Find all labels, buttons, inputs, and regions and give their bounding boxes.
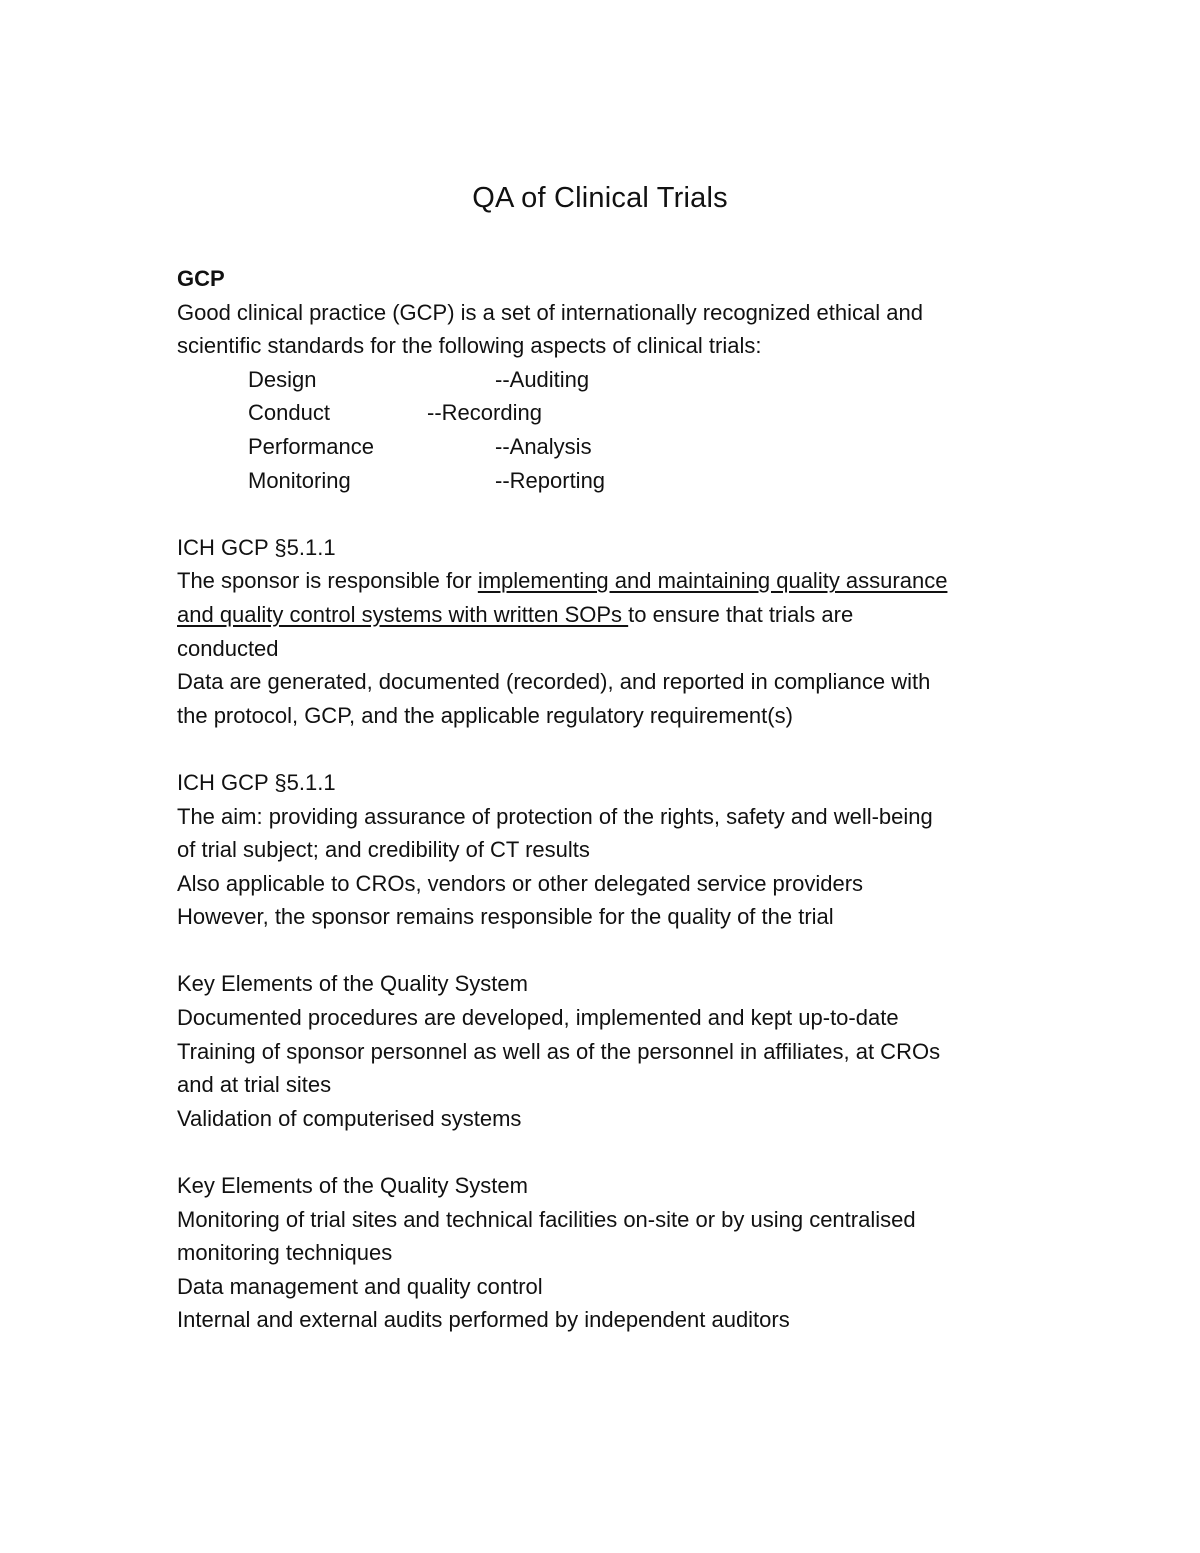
section-line: Data are generated, documented (recorded), and reported in compliance with [177, 669, 931, 695]
aspect-row [177, 430, 1077, 464]
section-line: Validation of computerised systems [177, 1105, 522, 1131]
section-line: the protocol, GCP, and the applicable regulatory requirement(s) [177, 702, 793, 728]
aspect-right: --Analysis [495, 433, 592, 459]
section-spacer [177, 1135, 1077, 1169]
aspect-right: --Reporting [495, 467, 606, 493]
section-line [177, 564, 1077, 598]
aspect-row [177, 396, 1077, 430]
section-line: Documented procedures are developed, implemented and kept up-to-date [177, 1005, 899, 1031]
document-title: QA of Clinical Trials [472, 182, 728, 214]
aspect-row [177, 363, 1077, 397]
section-line: However, the sponsor remains responsible for the quality of the trial [177, 904, 834, 930]
section-line: The aim: providing assurance of protection of the rights, safety and well-being [177, 803, 933, 829]
section-spacer [177, 732, 1077, 766]
section-line: of trial subject; and credibility of CT results [177, 837, 590, 863]
underlined-text: and quality control systems with written SOPs [177, 601, 629, 627]
gcp-paragraph-line: Good clinical practice (GCP) is a set of internationally recognized ethical and [177, 299, 923, 325]
section-heading: ICH GCP §5.1.1 [177, 534, 336, 560]
aspect-left: Monitoring [248, 467, 351, 493]
section-line: Data management and quality control [177, 1273, 543, 1299]
section-spacer [177, 934, 1077, 968]
section-line: Internal and external audits performed by independent auditors [177, 1307, 790, 1333]
section-heading: Key Elements of the Quality System [177, 1173, 528, 1199]
section-text: to ensure that trials are [628, 601, 854, 627]
aspect-left: Conduct [248, 400, 330, 426]
section-line [177, 598, 1077, 632]
section-line: and at trial sites [177, 1072, 332, 1098]
aspect-left: Performance [248, 433, 374, 459]
section-line: Training of sponsor personnel as well as of the personnel in affiliates, at CROs [177, 1038, 941, 1064]
section-line: conducted [177, 635, 279, 661]
aspect-left: Design [248, 366, 317, 392]
aspect-right: --Auditing [495, 366, 590, 392]
section-text: The sponsor is responsible for [177, 568, 478, 594]
gcp-heading: GCP [177, 266, 225, 291]
underlined-text: implementing and maintaining quality assurance [477, 568, 948, 594]
section-spacer [177, 497, 1077, 531]
gcp-paragraph-line: scientific standards for the following aspects of clinical trials: [177, 333, 762, 359]
section-heading: ICH GCP §5.1.1 [177, 769, 336, 795]
section-line: Also applicable to CROs, vendors or other delegated service providers [177, 870, 864, 896]
section-heading: Key Elements of the Quality System [177, 971, 528, 997]
section-line: monitoring techniques [177, 1240, 393, 1266]
section-line: Monitoring of trial sites and technical facilities on-site or by using centralised [177, 1206, 916, 1232]
aspect-right: --Recording [427, 400, 542, 426]
document-body [177, 262, 1077, 1337]
aspect-row [177, 464, 1077, 498]
